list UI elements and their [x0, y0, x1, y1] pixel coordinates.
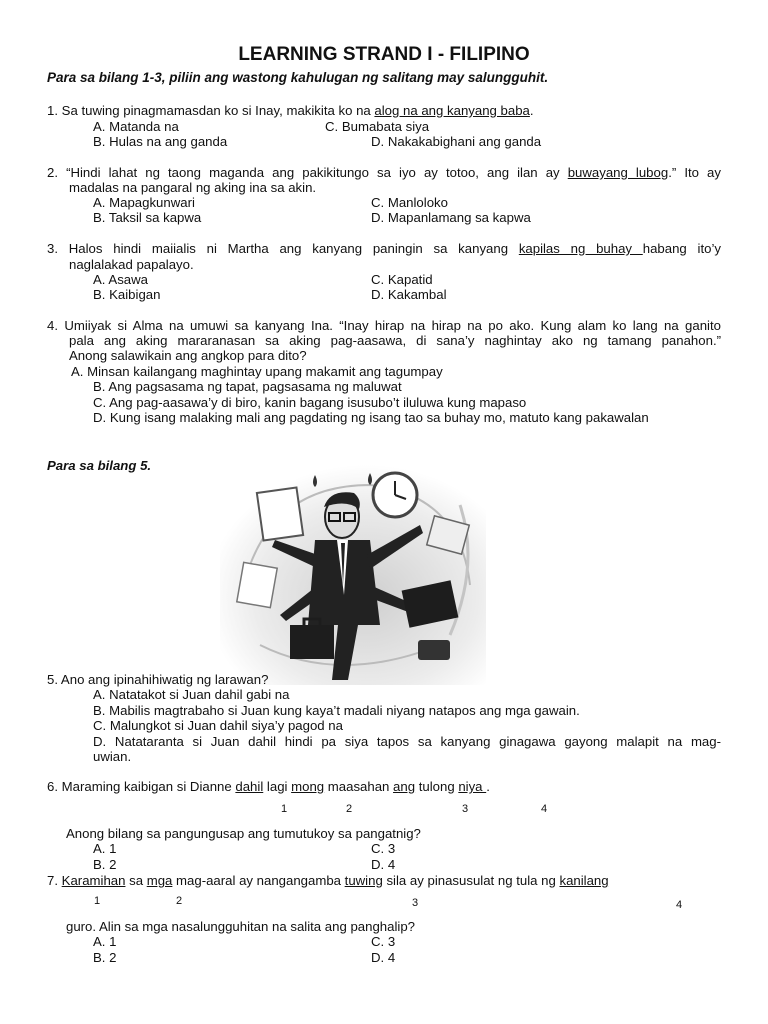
q7-word-number-2: 2 — [176, 895, 183, 907]
q7-word-number-3: 3 — [412, 897, 419, 909]
question-3: 3. Halos hindi maiialis ni Martha ang kanyang paningin sa kanyang kapilas ng buhay habang ito’y — [47, 241, 721, 256]
q1-choice-a: A. Matanda na — [93, 119, 179, 134]
q5-label: Para sa bilang 5. — [47, 458, 152, 473]
q3-choice-d: D. Kakambal — [371, 287, 447, 302]
q5-choice-b: B. Mabilis magtrabaho si Juan kung kaya’t madali niyang natapos ang mga gawain. — [93, 703, 580, 718]
q2-choice-d: D. Mapanlamang sa kapwa — [371, 210, 531, 225]
q6-word-number-3: 3 — [462, 803, 469, 815]
q6-choice-b: B. 2 — [93, 857, 117, 872]
q5-choice-c: C. Malungkot si Juan dahil siya’y pagod na — [93, 718, 343, 733]
q7-word-number-4: 4 — [676, 899, 683, 911]
question-4-line2: pala ang aking mararanasan sa aking pag-aasawa, di sana’y naghintay ako ng tamang panahon.” — [69, 333, 721, 348]
q5-choice-d-line2: uwian. — [93, 749, 132, 764]
question-7-prompt: guro. Alin sa mga nasalungguhitan na salita ang panghalip? — [66, 919, 415, 934]
q4-choice-a: A. Minsan kailangang maghintay upang makamit ang tagumpay — [71, 364, 443, 379]
question-4-line3: Anong salawikain ang angkop para dito? — [69, 348, 307, 363]
q7-choice-d: D. 4 — [371, 950, 396, 965]
q4-choice-b: B. Ang pagsasama ng tapat, pagsasama ng maluwat — [93, 379, 402, 394]
q6-word-number-1: 1 — [281, 803, 288, 815]
q2-choice-b: B. Taksil sa kapwa — [93, 210, 202, 225]
q6-choice-d: D. 4 — [371, 857, 396, 872]
q3-choice-b: B. Kaibigan — [93, 287, 161, 302]
q5-choice-a: A. Natatakot si Juan dahil gabi na — [93, 687, 290, 702]
q5-choice-d: D. Natataranta si Juan dahil hindi pa siya tapos sa kanyang ginagawa gayong malapit na mag- — [93, 734, 721, 749]
q1-choice-b: B. Hulas na ang ganda — [93, 134, 228, 149]
q4-choice-c: C. Ang pag-aasawa’y di biro, kanin bagang isusubo’t iluluwa kung mapaso — [93, 395, 527, 410]
question-7: 7. Karamihan sa mga mag-aaral ay nangangamba tuwing sila ay pinasusulat ng tula ng kanilang — [47, 873, 609, 888]
q2-choice-c: C. Manloloko — [371, 195, 448, 210]
busy-man-illustration — [220, 445, 486, 685]
q6-choice-c: C. 3 — [371, 841, 396, 856]
q3-choice-a: A. Asawa — [93, 272, 148, 287]
q1-choice-d: D. Nakakabighani ang ganda — [371, 134, 542, 149]
question-5: 5. Ano ang ipinahihiwatig ng larawan? — [47, 672, 269, 687]
q6-word-number-4: 4 — [541, 803, 548, 815]
q7-choice-b: B. 2 — [93, 950, 117, 965]
question-2: 2. “Hindi lahat ng taong maganda ang pakikitungo sa iyo ay totoo, ang ilan ay buwayang lubog.” Ito ay — [47, 165, 721, 180]
question-6: 6. Maraming kaibigan si Dianne dahil lagi mong maasahan ang tulong niya . — [47, 779, 490, 794]
q7-choice-a: A. 1 — [93, 934, 117, 949]
q7-word-number-1b: 1 — [94, 895, 101, 907]
instruction: Para sa bilang 1-3, piliin ang wastong kahulugan ng salitang may salungguhit. — [47, 70, 549, 85]
question-3-line2: naglalakad papalayo. — [69, 257, 194, 272]
q7-choice-c: C. 3 — [371, 934, 396, 949]
q6-choice-a: A. 1 — [93, 841, 117, 856]
question-1: 1. Sa tuwing pinagmamasdan ko si Inay, makikita ko na alog na ang kanyang baba. — [47, 103, 534, 118]
q3-choice-c: C. Kapatid — [371, 272, 433, 287]
question-4: 4. Umiiyak si Alma na umuwi sa kanyang Ina. “Inay hirap na hirap na po ako. Kung alam ko lang na ganito — [47, 318, 721, 333]
q4-choice-d: D. Kung isang malaking mali ang pagdating ng isang tao sa buhay mo, matuto kang pakawalan — [93, 410, 649, 425]
question-6-prompt: Anong bilang sa pangungusap ang tumutukoy sa pangatnig? — [66, 826, 421, 841]
page-title: LEARNING STRAND I - FILIPINO — [238, 44, 530, 65]
q6-word-number-2: 2 — [346, 803, 353, 815]
q2-choice-a: A. Mapagkunwari — [93, 195, 195, 210]
q1-choice-c: C. Bumabata siya — [325, 119, 430, 134]
question-2-line2: madalas na pangaral ng aking ina sa akin. — [69, 180, 317, 195]
